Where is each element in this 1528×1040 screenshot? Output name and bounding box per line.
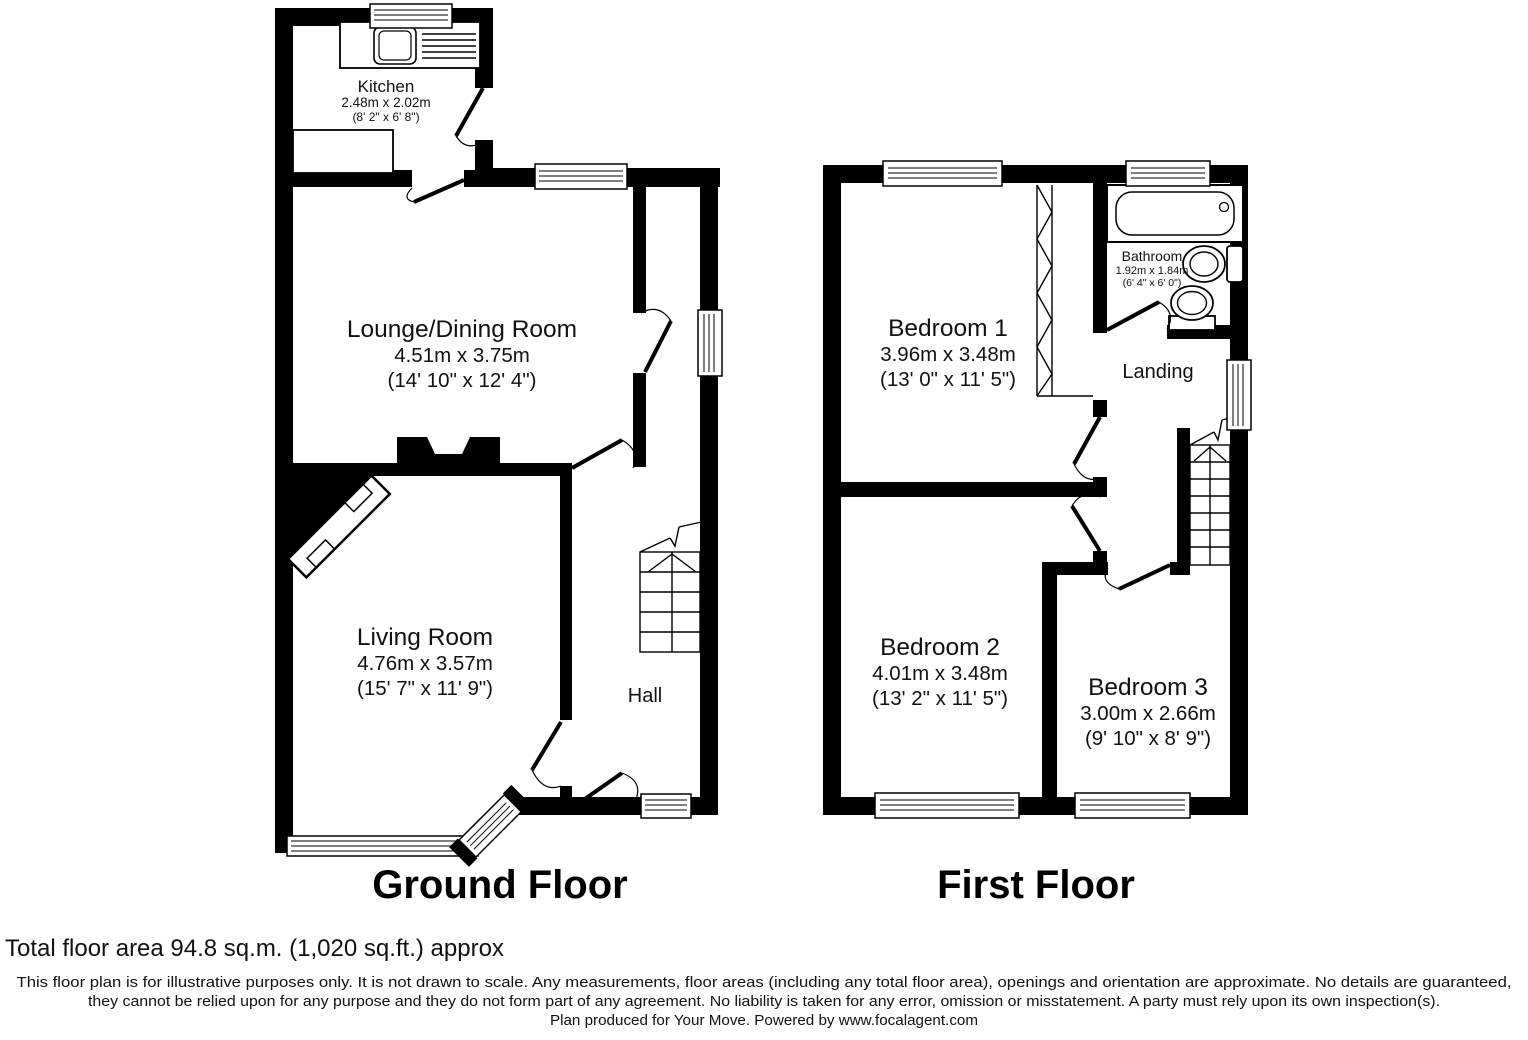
bedroom2-metric: 4.01m x 3.48m	[872, 662, 1008, 685]
bathroom-door	[1107, 302, 1171, 330]
ff-stairs	[1190, 418, 1230, 565]
kitchen-imperial: (8' 2" x 6' 8")	[352, 110, 420, 124]
lounge-metric: 4.51m x 3.75m	[394, 344, 530, 367]
bedroom1-window	[883, 161, 1002, 186]
chimney-breast	[397, 437, 500, 465]
bedroom1-imperial: (13' 0" x 11' 5")	[880, 368, 1016, 391]
bedroom3-door	[1105, 565, 1170, 589]
bedroom2-imperial: (13' 2" x 11' 5")	[872, 687, 1008, 710]
kitchen-metric: 2.48m x 2.02m	[341, 95, 431, 110]
landing-label: Landing	[1122, 361, 1194, 383]
bedroom1-door	[1074, 417, 1100, 479]
bedroom2-door	[1072, 494, 1100, 551]
kitchen-window	[370, 4, 452, 28]
bedroom3-imperial: (9' 10" x 8' 9")	[1084, 727, 1212, 750]
lounge-hall-door	[572, 440, 635, 468]
lounge-label: Lounge/Dining Room	[346, 316, 578, 343]
kitchen-label: Kitchen	[357, 77, 415, 96]
disclaimer-line-1: This floor plan is for illustrative purposes only. It is not drawn to scale. Any measurements, floor areas (including any total floor area), openings and orientation are approximate. No details are guaranteed,	[16, 974, 1512, 991]
toilet	[1183, 246, 1243, 282]
bathroom-imperial: (6' 4" x 6' 0")	[1122, 277, 1182, 289]
ff-doors	[1072, 302, 1171, 589]
hall-side-window	[698, 310, 722, 376]
lounge-window	[535, 164, 627, 189]
wardrobe	[1037, 185, 1093, 396]
bedroom3-label: Bedroom 3	[1088, 674, 1208, 701]
gf-stairs	[640, 521, 706, 652]
ground-floor-plan	[275, 4, 722, 867]
first-floor-plan	[823, 161, 1251, 818]
bedroom1-metric: 3.96m x 3.48m	[880, 343, 1016, 366]
bedroom2-label: Bedroom 2	[880, 634, 1000, 661]
living-room-door	[532, 722, 561, 788]
living-room-metric: 4.76m x 3.57m	[357, 652, 493, 675]
hall-front-window	[641, 794, 691, 818]
first-floor-title: First Floor	[937, 863, 1135, 907]
bedroom3-window	[1075, 793, 1190, 818]
disclaimer-line-2: they cannot be relied upon for any purpose and they do not form part of any agreement. No liability is taken for any error, omission or misstatement. A party must rely upon its own inspection(s).	[88, 993, 1440, 1010]
bathroom-window	[1126, 161, 1210, 186]
hall-label: Hall	[627, 685, 663, 707]
bedroom2-window	[875, 793, 1019, 818]
wash-basin	[1169, 286, 1215, 330]
bedroom3-metric: 3.00m x 2.66m	[1080, 702, 1216, 725]
bathroom-metric: 1.92m x 1.84m	[1115, 265, 1189, 277]
kitchen-lounge-door	[407, 180, 464, 202]
lounge-corridor-door	[641, 309, 671, 372]
bathtub	[1107, 185, 1243, 242]
bay-window	[287, 785, 531, 867]
living-room-label: Living Room	[356, 624, 494, 651]
bathroom-label: Bathroom	[1121, 248, 1183, 264]
kitchen-side-door	[456, 88, 483, 146]
kitchen-counter	[293, 130, 393, 173]
kitchen-sink	[340, 22, 480, 68]
landing-window	[1227, 360, 1251, 430]
bedroom1-label: Bedroom 1	[888, 315, 1008, 342]
disclaimer-line-3: Plan produced for Your Move. Powered by www.focalagent.com	[549, 1012, 979, 1029]
lounge-imperial: (14' 10" x 12' 4")	[387, 369, 537, 392]
living-room-imperial: (15' 7" x 11' 9")	[357, 677, 493, 700]
total-floor-area: Total floor area 94.8 sq.m. (1,020 sq.ft.) approx	[5, 935, 504, 962]
ground-floor-title: Ground Floor	[372, 863, 628, 907]
